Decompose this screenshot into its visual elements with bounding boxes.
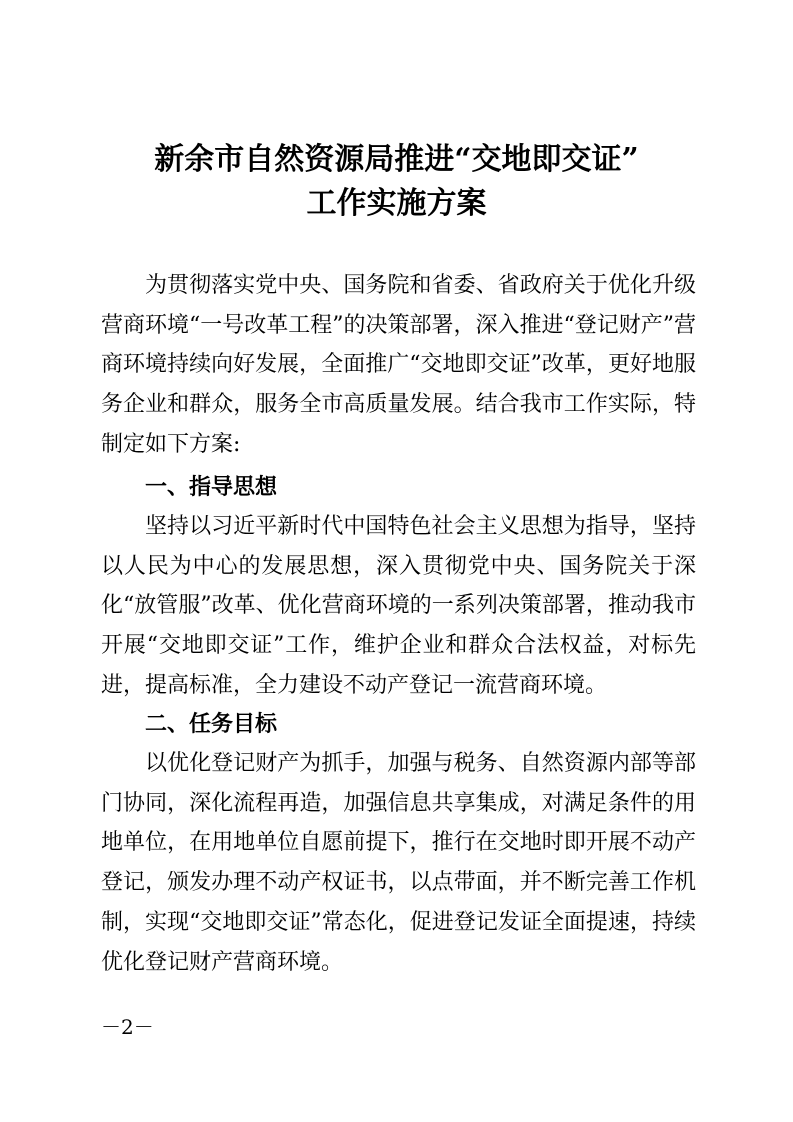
task-goals-paragraph: 以优化登记财产为抓手，加强与税务、自然资源内部等部门协同，深化流程再造，加强信息共享集成，对满足条件的用地单位，在用地单位自愿前提下，推行在交地时即开展不动产登记，颁发办理不动产权证书，以点带面，并不断完善工作机制，实现“交地即交证”常态化，促进登记发证全面提速，持续优化登记财产营商环境。 [101,751,696,975]
section-heading-task-goals: 二、任务目标 [145,712,278,737]
guiding-ideology-paragraph: 坚持以习近平新时代中国特色社会主义思想为指导，坚持以人民为中心的发展思想，深入贯彻党中央、国务院关于深化“放管服”改革、优化营商环境的一系列决策部署，推动我市开展“交地即交证”工作，维护企业和群众合法权益，对标先进，提高标准，全力建设不动产登记一流营商环境。 [101,514,696,698]
section-heading-guiding-ideology: 一、指导思想 [145,475,278,500]
document-title-line-2: 工作实施方案 [306,186,487,221]
page-number: －2－ [101,1015,154,1039]
intro-paragraph: 为贯彻落实党中央、国务院和省委、省政府关于优化升级营商环境“一号改革工程”的决策部署，深入推进“登记财产”营商环境持续向好发展，全面推广“交地即交证”改革，更好地服务企业和群众，服务全市高质量发展。结合我市工作实际，特制定如下方案: [101,273,696,457]
document-title-line-1: 新余市自然资源局推进“交地即交证” [154,142,639,177]
